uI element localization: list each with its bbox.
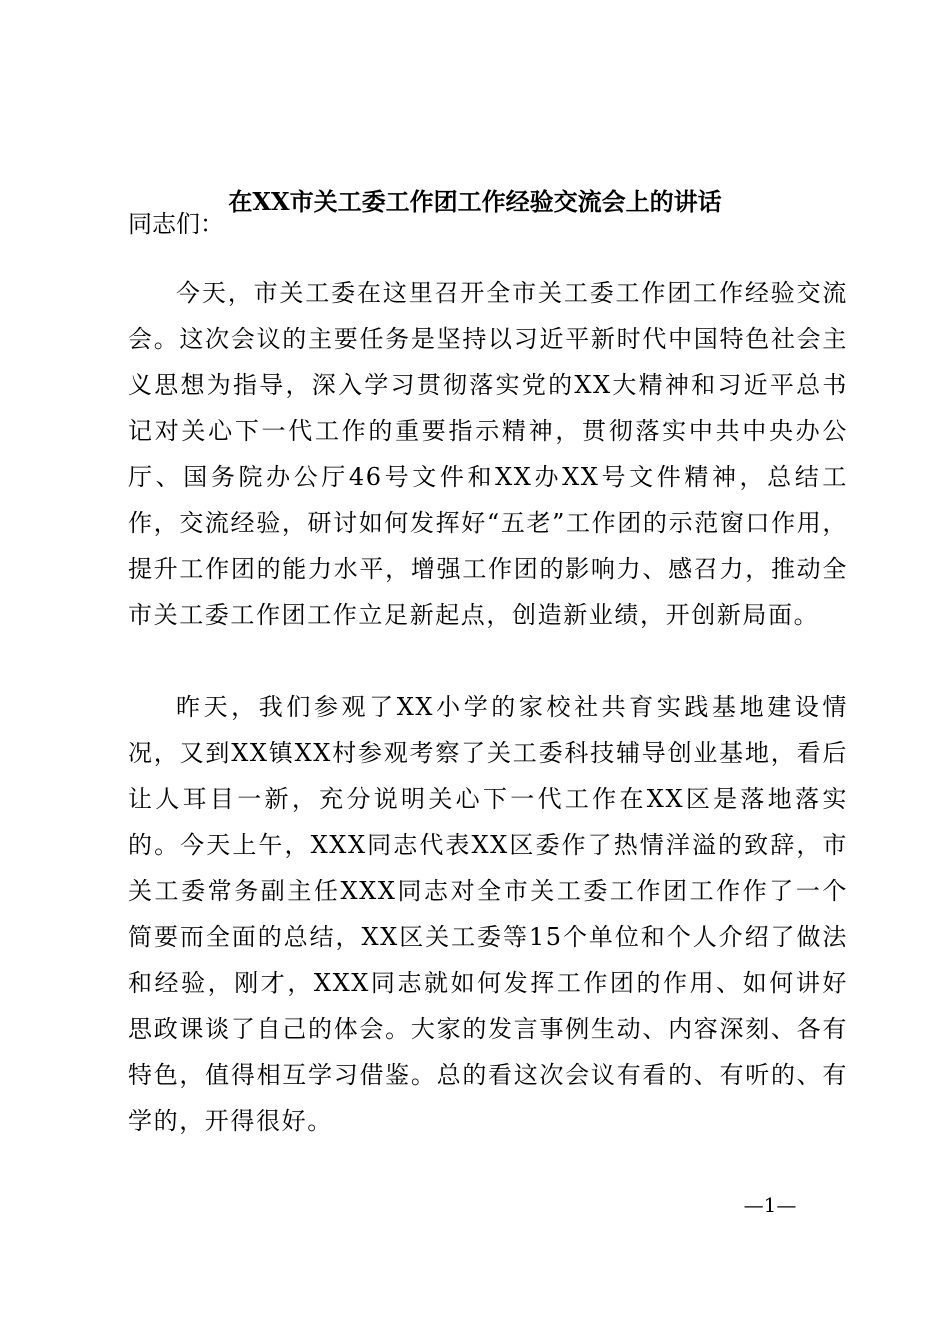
paragraph-2: 昨天，我们参观了XX小学的家校社共育实践基地建设情况，又到XX镇XX村参观考察了关工委科技辅导创业基地，看后让人耳目一新，充分说明关心下一代工作在XX区是落地落实的。今天上午，XXX同志代表XX区委作了热情洋溢的致辞，市关工委常务副主任XXX同志对全市关工委工作团工作作了一个简要而全面的总结，XX区关工委等15个单位和个人介绍了做法和经验，刚才，XXX同志就如何发挥工作团的作用、如何讲好思政课谈了自己的体会。大家的发言事例生动、内容深刻、各有特色，值得相互学习借鉴。总的看这次会议有看的、有听的、有学的，开得很好。 [128, 693, 848, 1135]
paragraph-1: 今天，市关工委在这里召开全市关工委工作团工作经验交流会。这次会议的主要任务是坚持以习近平新时代中国特色社会主义思想为指导，深入学习贯彻落实党的XX大精神和习近平总书记对关心下一代工作的重要指示精神，贯彻落实中共中央办公厅、国务院办公厅46号文件和XX办XX号文件精神，总结工作，交流经验，研讨如何发挥好“五老”工作团的示范窗口作用，提升工作团的能力水平，增强工作团的影响力、感召力，推动全市关工委工作团工作立足新起点，创造新业绩，开创新局面。 [128, 279, 848, 629]
page-number: —1— [743, 1193, 797, 1217]
document-title: 在XX市关工委工作团工作经验交流会上的讲话 [228, 187, 722, 216]
salutation: 同志们： [128, 210, 224, 238]
